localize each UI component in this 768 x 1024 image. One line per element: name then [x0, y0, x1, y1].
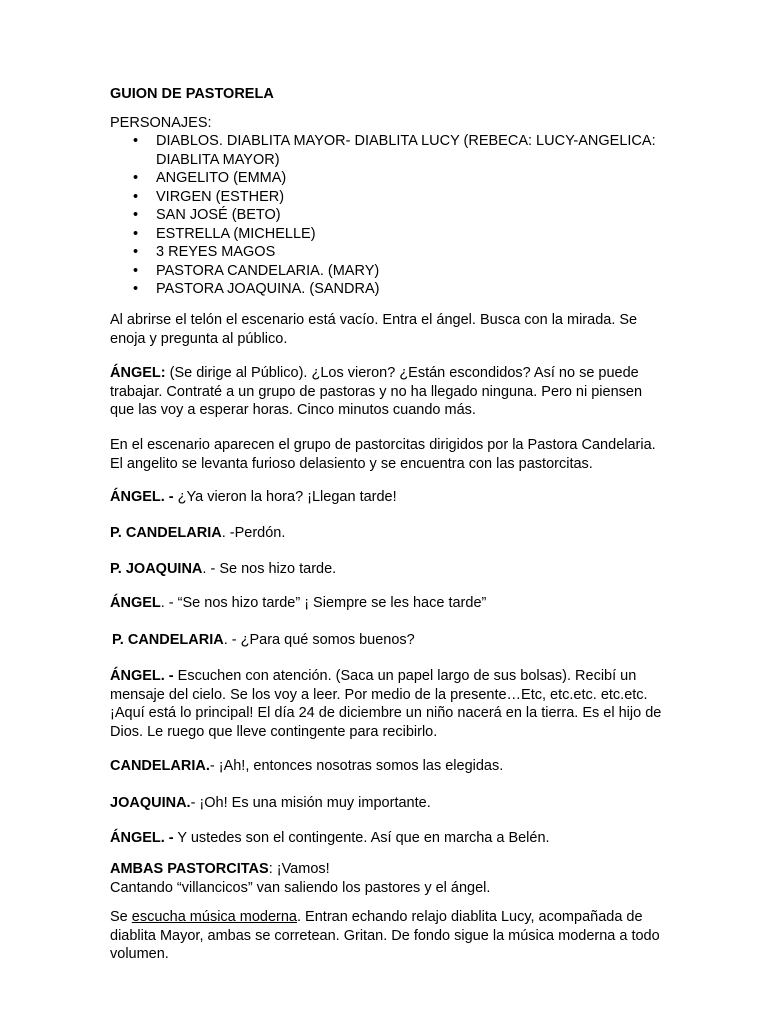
cast-item: • ESTRELLA (MICHELLE) — [130, 225, 690, 244]
stage-direction-opening: Al abrirse el telón el escenario está vacío. Entra el ángel. Busca con la mirada. Se enoja y pregunta al público. — [110, 312, 638, 347]
stage-direction-shepherds: En el escenario aparecen el grupo de pastorcitas dirigidos por la Pastora Candelaria. El angelito se levanta furioso delasiento y se encuentra con las pastorcitas. — [110, 437, 656, 472]
speaker-label: ÁNGEL. - — [110, 830, 174, 846]
dialogue-text: - ¡Oh! Es una misión muy importante. — [190, 795, 431, 811]
speaker-label: ÁNGEL — [110, 595, 161, 611]
cast-list — [130, 132, 690, 299]
dialogue-candelaria-3 — [110, 757, 670, 776]
speaker-label: CANDELARIA. — [110, 758, 210, 774]
dialogue-text: ¿Ya vieron la hora? ¡Llegan tarde! — [173, 489, 397, 505]
dialogue-joaquina-1 — [110, 560, 670, 579]
dialogue-text: . -Perdón. — [221, 525, 286, 541]
dialogue-joaquina-2 — [110, 794, 670, 813]
cast-item: • DIABLOS. DIABLITA MAYOR- DIABLITA LUCY (REBECA: LUCY-ANGELICA: DIABLITA MAYOR) — [130, 132, 690, 169]
cast-item: • PASTORA CANDELARIA. (MARY) — [130, 262, 690, 281]
stage-direction-devils — [110, 908, 670, 964]
dialogue-text: Escuchen con atención. (Saca un papel largo de sus bolsas). Recibí un mensaje del cielo. Se los voy a leer. Por medio de la presente…Etc, etc.etc. etc.etc. ¡Aquí está lo principal! El día 24 de diciembre un niño nacerá en la tierra. Es el hijo de Dios. Le ruego que lleve contingente para recibirlo. — [110, 668, 662, 740]
dialogue-text: Y ustedes son el contingente. Así que en marcha a Belén. — [173, 830, 550, 846]
dialogue-text: (Se dirige al Público). ¿Los vieron? ¿Están escondidos? Así no se puede trabajar. Contraté a un grupo de pastoras y no ha llegado ninguna. Pero ni piensen que las voy a esperar horas. Cinco minutos cuando más. — [110, 365, 643, 418]
dialogue-text: : ¡Vamos! — [268, 861, 330, 877]
dialogue-text: . - ¿Para qué somos buenos? — [223, 632, 415, 648]
dialogue-text: . - “Se nos hizo tarde” ¡ Siempre se les hace tarde” — [160, 595, 487, 611]
dialogue-angel-2 — [110, 488, 670, 507]
speaker-label: P. CANDELARIA — [110, 525, 222, 541]
dialogue-text: . - Se nos hizo tarde. — [202, 561, 337, 577]
document-title: GUION DE PASTORELA — [110, 86, 274, 102]
underlined-text: escucha música moderna — [131, 909, 297, 925]
dialogue-both-shepherds — [110, 860, 670, 897]
speaker-label: ÁNGEL. - — [110, 489, 174, 505]
cast-item: • SAN JOSÉ (BETO) — [130, 206, 690, 225]
dialogue-candelaria-2 — [112, 631, 672, 650]
cast-heading: PERSONAJES: — [110, 115, 212, 131]
speaker-label: JOAQUINA. — [110, 795, 191, 811]
direction-text-start: Se — [110, 909, 132, 925]
dialogue-candelaria-1 — [110, 524, 670, 543]
dialogue-angel-1 — [110, 364, 670, 420]
cast-item: • VIRGEN (ESTHER) — [130, 188, 690, 207]
direction-text-rest: . Entran echando relajo diablita Lucy, acompañada de diablita Mayor, ambas se corretean. Gritan. De fondo sigue la música moderna a todo volumen. — [110, 909, 660, 962]
speaker-label: AMBAS PASTORCITAS — [110, 861, 269, 877]
speaker-label: P. JOAQUINA — [110, 561, 203, 577]
speaker-label: ÁNGEL: — [110, 365, 166, 381]
cast-item: • 3 REYES MAGOS — [130, 243, 690, 262]
stage-direction-singing: Cantando “villancicos” van saliendo los pastores y el ángel. — [110, 879, 491, 896]
speaker-label: ÁNGEL. - — [110, 668, 174, 684]
dialogue-angel-4 — [110, 667, 670, 741]
dialogue-text: - ¡Ah!, entonces nosotras somos las elegidas. — [209, 758, 504, 774]
cast-item: • PASTORA JOAQUINA. (SANDRA) — [130, 280, 690, 299]
dialogue-angel-5 — [110, 829, 670, 848]
cast-item: • ANGELITO (EMMA) — [130, 169, 690, 188]
speaker-label: P. CANDELARIA — [112, 632, 224, 648]
dialogue-angel-3 — [110, 594, 670, 613]
